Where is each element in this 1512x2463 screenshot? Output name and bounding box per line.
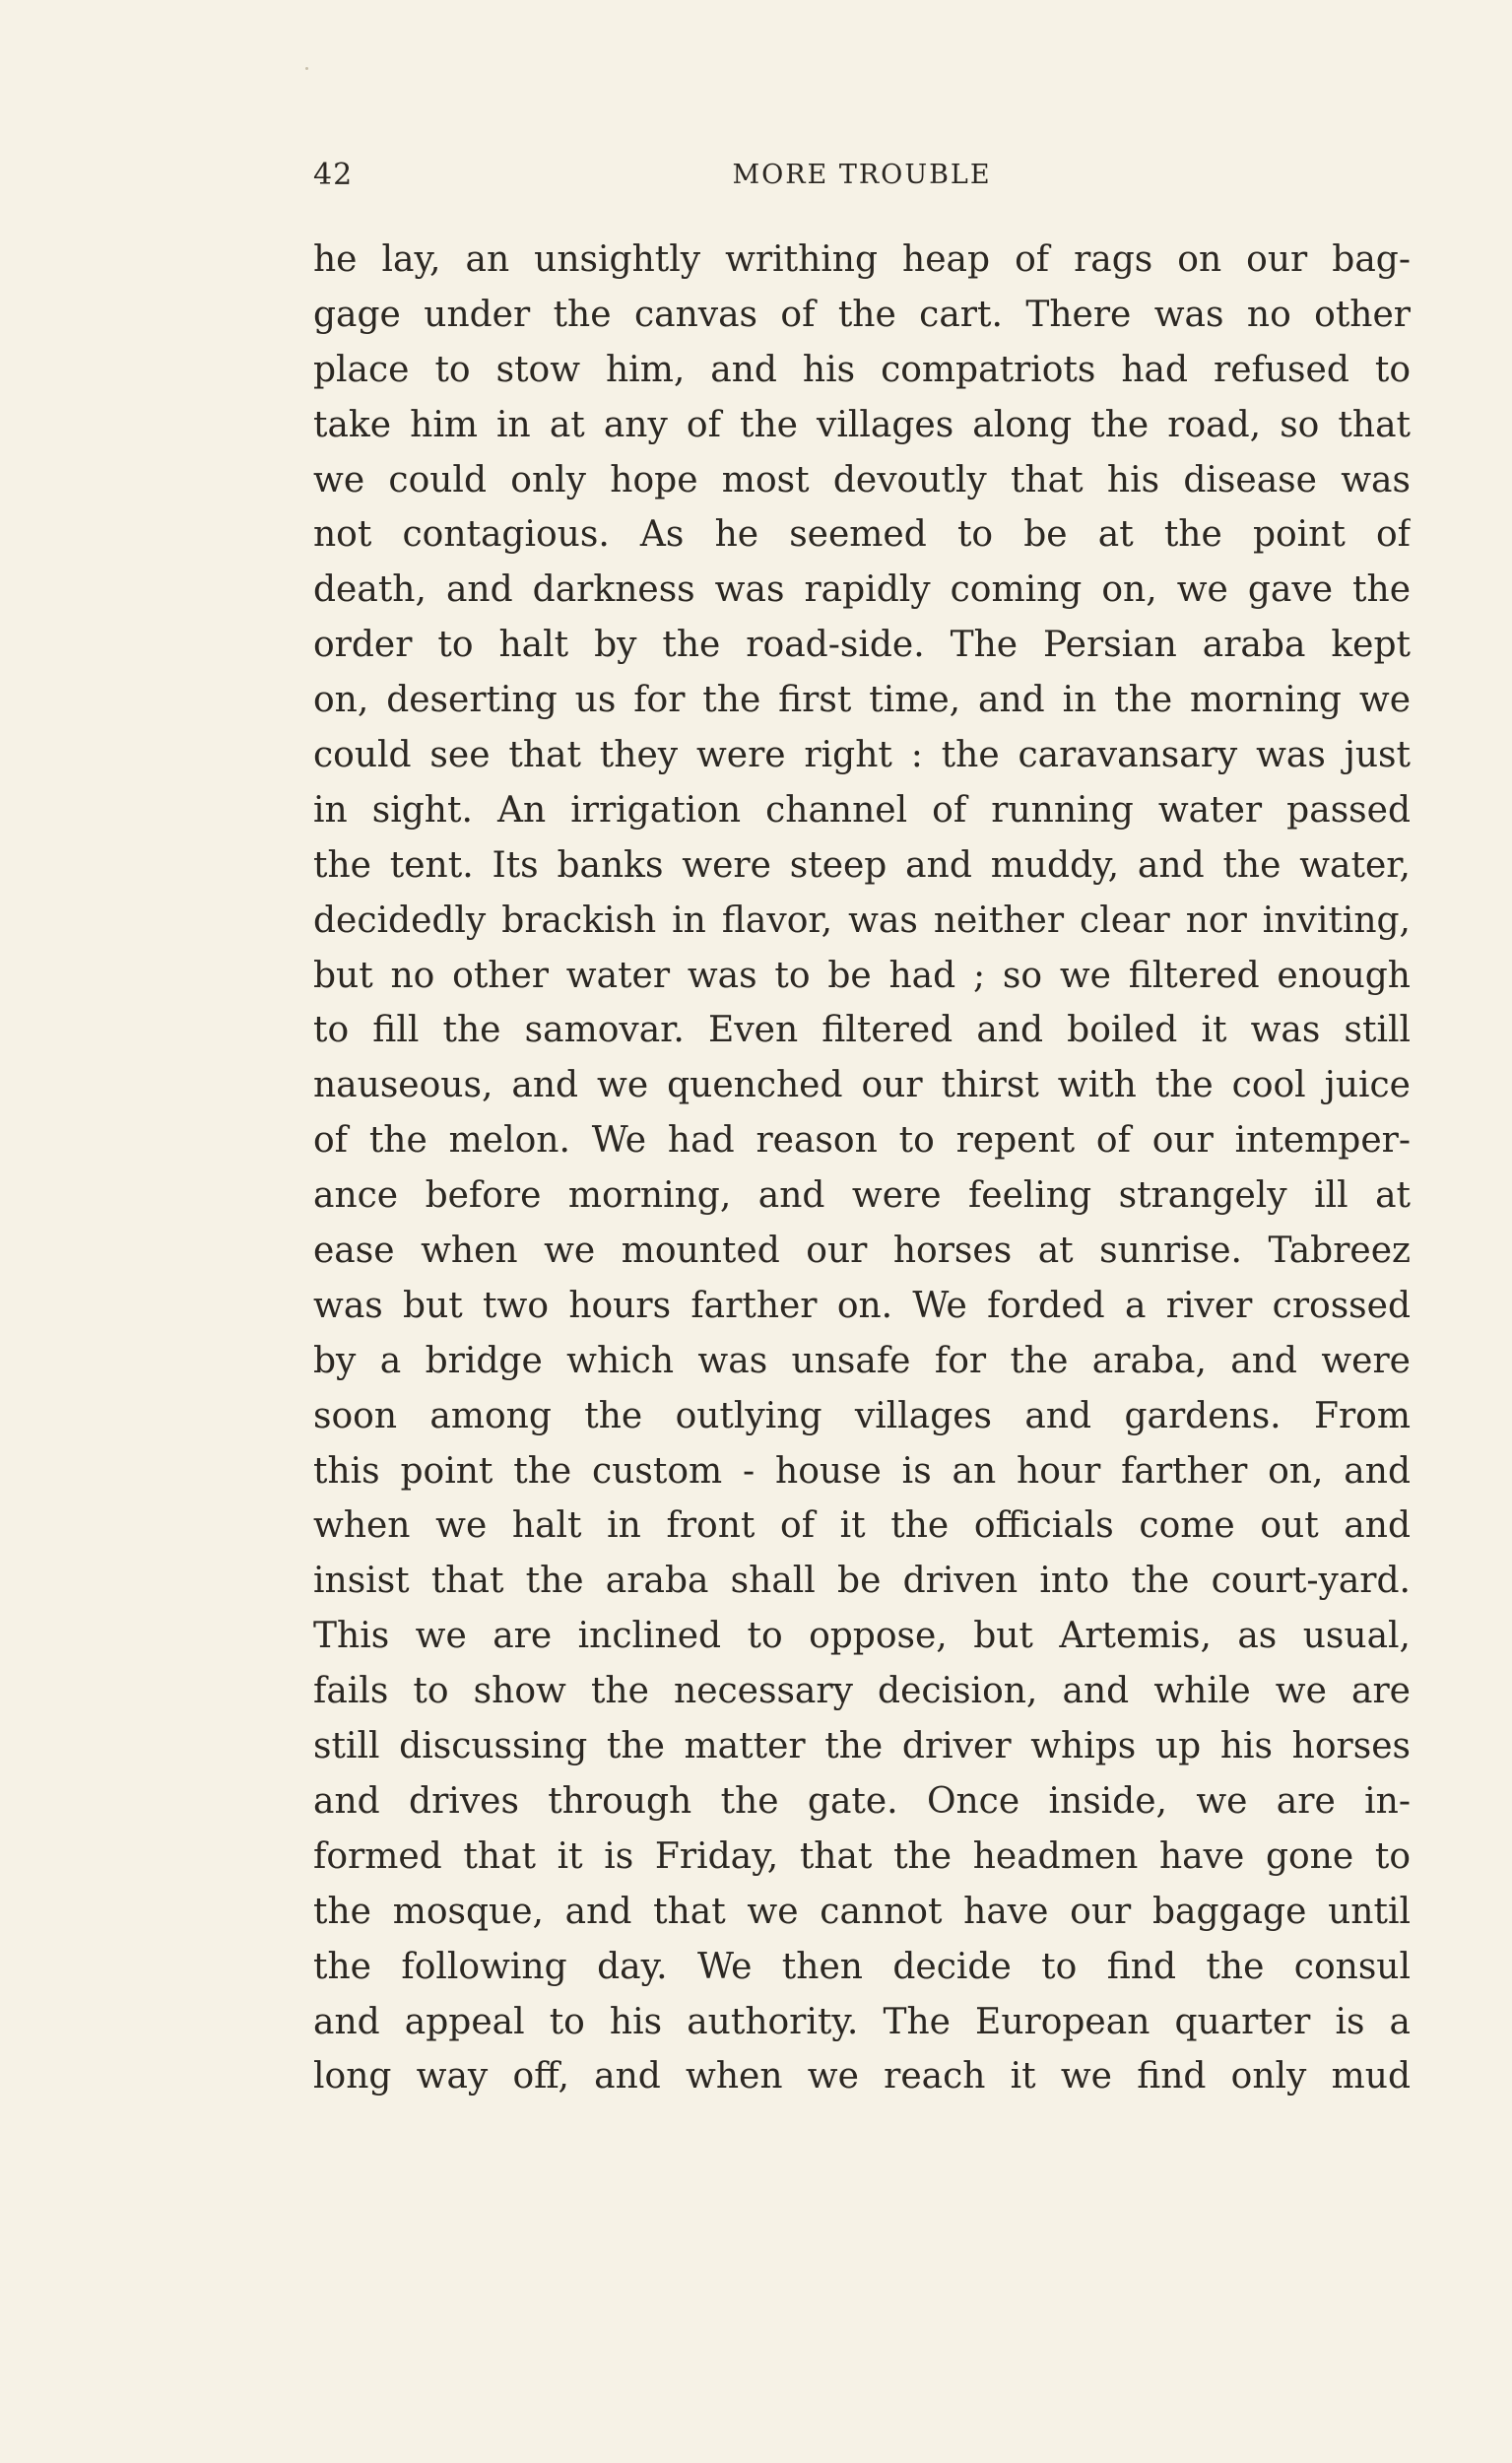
text-line: but no other water was to be had ; so we filtered enough xyxy=(313,955,1411,996)
running-head: MORE TROUBLE xyxy=(732,160,992,190)
text-line: decidedly brackish in flavor, was neither clear nor inviting, xyxy=(313,899,1411,941)
text-line: long way off, and when we reach it we find only mud xyxy=(313,2056,1411,2097)
text-line: ance before morning, and were feeling strangely ill at xyxy=(313,1175,1411,1217)
text-line: this point the custom - house is an hour farther on, and xyxy=(313,1450,1411,1492)
text-line: fails to show the necessary decision, and while we are xyxy=(313,1671,1411,1712)
text-line: the mosque, and that we cannot have our baggage until xyxy=(313,1891,1411,1932)
paper-speck xyxy=(305,67,308,70)
text-line: when we halt in front of it the officials come out and xyxy=(313,1505,1411,1547)
text-line: soon among the outlying villages and gardens. From xyxy=(313,1395,1411,1436)
text-line: ease when we mounted our horses at sunrise. Tabreez xyxy=(313,1231,1411,1272)
text-line: was but two hours farther on. We forded a river crossed xyxy=(313,1285,1411,1326)
body-text xyxy=(313,233,1411,2104)
text-line: we could only hope most devoutly that his disease was xyxy=(313,459,1411,500)
text-line: not contagious. As he seemed to be at the point of xyxy=(313,514,1411,556)
text-line: insist that the araba shall be driven into the court-yard. xyxy=(313,1561,1411,1602)
text-line: and appeal to his authority. The European quarter is a xyxy=(313,2001,1411,2042)
text-line: and drives through the gate. Once inside, we are in- xyxy=(313,1780,1411,1822)
text-line: place to stow him, and his compatriots had refused to xyxy=(313,349,1411,390)
text-line: still discussing the matter the driver whips up his horses xyxy=(313,1726,1411,1767)
text-line: nauseous, and we quenched our thirst with the cool juice xyxy=(313,1065,1411,1106)
text-line: This we are inclined to oppose, but Artemis, as usual, xyxy=(313,1616,1411,1657)
text-line: of the melon. We had reason to repent of our intemper- xyxy=(313,1120,1411,1162)
text-line: gage under the canvas of the cart. There was no other xyxy=(313,294,1411,335)
text-line: in sight. An irrigation channel of running water passed xyxy=(313,789,1411,831)
text-line: the tent. Its banks were steep and muddy, and the water, xyxy=(313,844,1411,886)
text-line: formed that it is Friday, that the headmen have gone to xyxy=(313,1835,1411,1877)
text-line: to fill the samovar. Even filtered and boiled it was still xyxy=(313,1010,1411,1051)
text-line: on, deserting us for the first time, and in the morning we xyxy=(313,680,1411,721)
text-line: could see that they were right : the caravansary was just xyxy=(313,735,1411,776)
text-line: death, and darkness was rapidly coming on, we gave the xyxy=(313,569,1411,611)
text-line: by a bridge which was unsafe for the araba, and were xyxy=(313,1340,1411,1381)
text-line: take him in at any of the villages along the road, so that xyxy=(313,404,1411,445)
page-number: 42 xyxy=(313,158,354,192)
page-header xyxy=(313,158,1411,201)
text-line: the following day. We then decide to find the consul xyxy=(313,1946,1411,1987)
text-line: he lay, an unsightly writhing heap of rags on our bag- xyxy=(313,239,1411,280)
text-line: order to halt by the road-side. The Persian araba kept xyxy=(313,625,1411,666)
